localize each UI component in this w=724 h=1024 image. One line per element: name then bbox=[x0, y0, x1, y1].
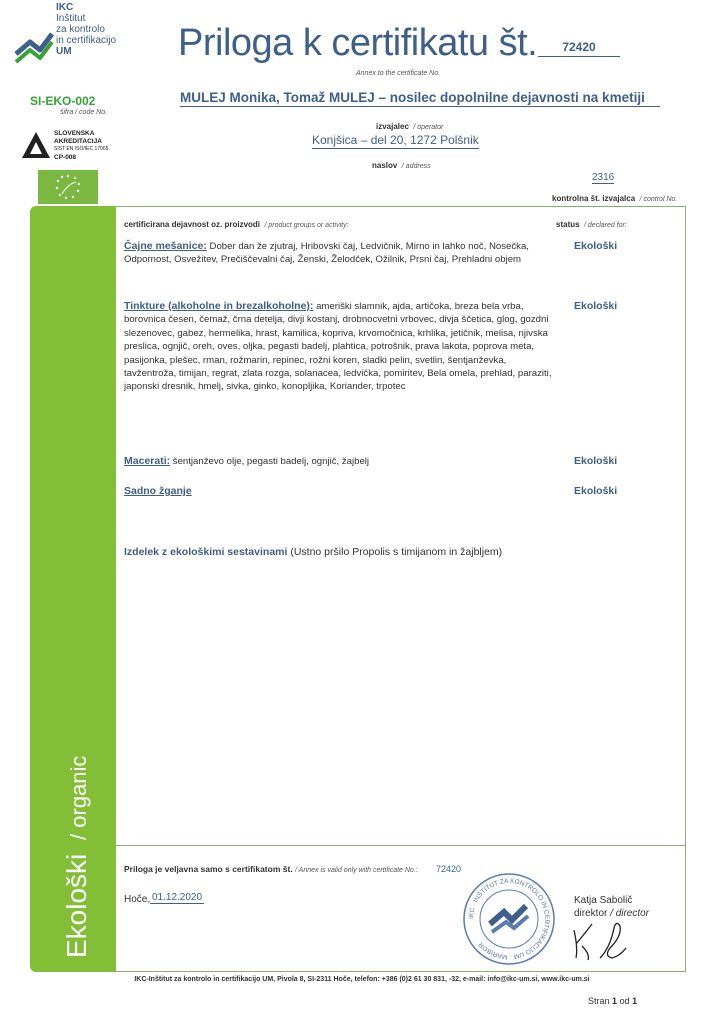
operator-label-en: / operator bbox=[413, 124, 444, 131]
stamp-text: IKC · INŠTITUT ZA KONTROLO IN CERTIFIKACIJO UM · MARIBOR bbox=[467, 877, 551, 961]
code-number: SI-EKO-002 bbox=[30, 94, 96, 108]
institute-stamp-icon bbox=[462, 872, 556, 966]
validity-note-en: / Annex is valid only with certificate No.: bbox=[295, 867, 418, 874]
product-status: Ekološki bbox=[574, 455, 618, 467]
control-label-en: / control No. bbox=[639, 196, 678, 203]
status-header bbox=[556, 214, 627, 232]
product-category: Macerati: bbox=[124, 455, 171, 467]
document-title: Priloga k certifikatu št. bbox=[178, 22, 538, 64]
organic-sidebar-label bbox=[58, 700, 98, 960]
operator-name: MULEJ Monika, Tomaž MULEJ – nosilec dopolnilne dejavnosti na kmetiji bbox=[180, 90, 660, 107]
product-category: Sadno žganje bbox=[124, 485, 192, 497]
code-label: šifra / code No. bbox=[60, 109, 108, 116]
address-label-en: / address bbox=[401, 163, 431, 170]
logo-line: IKC bbox=[56, 2, 74, 13]
accreditation-icon bbox=[22, 132, 50, 158]
sidebar-label-si: Ekološki bbox=[61, 853, 92, 958]
products-header-si: certificirana dejavnost oz. proizvodi bbox=[124, 220, 261, 229]
control-label-si: kontrolna št. izvajalca bbox=[552, 194, 636, 203]
sidebar-label-en: / organic bbox=[66, 755, 91, 840]
product-entry bbox=[124, 485, 556, 498]
validity-cert-number: 72420 bbox=[436, 864, 462, 874]
accreditation-line: CP-008 bbox=[54, 153, 77, 161]
extra-product bbox=[124, 546, 502, 558]
eu-organic-leaf-icon bbox=[38, 170, 98, 204]
status-header-si: status bbox=[556, 220, 580, 229]
extra-product-value: (Ustno pršilo Propolis s timijanom in žajbljem) bbox=[290, 546, 503, 558]
address-label bbox=[372, 155, 431, 173]
product-entry bbox=[124, 240, 556, 267]
signature-icon bbox=[570, 918, 630, 964]
product-entry bbox=[124, 300, 556, 394]
accreditation-line: SLOVENSKA bbox=[54, 130, 95, 137]
status-header-en: / declared for: bbox=[584, 222, 627, 229]
address-label-si: naslov bbox=[372, 161, 398, 170]
validity-note bbox=[124, 864, 418, 874]
signer-role-en: / director bbox=[610, 908, 650, 919]
accreditation-line: AKREDITACIJA bbox=[54, 137, 102, 145]
operator-label bbox=[376, 116, 443, 134]
page-total: 1 bbox=[632, 996, 638, 1006]
operator-address: Konjšica – del 20, 1272 Polšnik bbox=[312, 133, 479, 147]
operator-label-si: izvajalec bbox=[376, 122, 409, 131]
footer-contact: IKC-Inštitut za kontrolo in certifikacijo UM, Pivola 8, SI-2311 Hoče, telefon: +386 (0)2 61 30 831, -32, e-mail: info@ikc-um.si, www.ikc-um.si bbox=[134, 976, 590, 983]
product-status: Ekološki bbox=[574, 240, 618, 252]
certificate-number: 72420 bbox=[538, 40, 620, 57]
page-indicator bbox=[588, 996, 637, 1006]
products-header-en: / product groups or activity: bbox=[264, 222, 349, 229]
accreditation-line: SIST EN ISO/IEC 17065 bbox=[54, 146, 109, 152]
page-current: 1 bbox=[612, 996, 618, 1006]
product-status: Ekološki bbox=[574, 300, 618, 312]
product-category: Čajne mešanice: bbox=[124, 240, 207, 252]
product-status: Ekološki bbox=[574, 485, 618, 497]
svg-text:Ekološki / organic bbox=[61, 756, 92, 958]
control-number: 2316 bbox=[592, 172, 615, 183]
product-entry bbox=[124, 455, 556, 468]
product-category: Tinkture (alkoholne in brezalkoholne): bbox=[124, 300, 314, 312]
page-sep: od bbox=[619, 996, 630, 1006]
signer-role: direktor bbox=[574, 908, 608, 919]
logo-line: Inštitut bbox=[56, 13, 86, 24]
product-items: ameriški slamnik, ajda, artičoka, breza bela vrba, borovnica česen, čemaž, črna detelja, divji kostanj, drobnocvetni vrbovec, divja ščetica, glog, gozdni slezenovec, gabez, hermelika, hrast, kamilica, kopriva, krvomočnica, krhlika, jetičnik, melisa, njivska preslica, ognjič, oreh, oves, oljka, pegasti badelj, plahtica, potrošnik, prava lakota, poprova meta, pasijonka, plešec, rman, rožmarin, repinec, rožni koren, sladki pelin, svetlin, šentjanževka, tavžentroža, timijan, regrat, zlata rozga, solanacea, ledvička, pomiritev, Bela omela, prehlad, paraziti, japonski dresnik, hmelj, sivka, ginko, konopljika, Koriander, trpotec bbox=[124, 301, 552, 393]
logo-line: UM bbox=[56, 46, 72, 57]
logo-line: za kontrolo bbox=[56, 24, 105, 35]
signer bbox=[574, 894, 649, 920]
product-items: šentjanževo olje, pegasti badelj, ognjič, žajbelj bbox=[172, 456, 370, 467]
control-label bbox=[552, 188, 677, 206]
sign-date: 01.12.2020 bbox=[152, 892, 203, 903]
validity-note-si: Priloga je veljavna samo s certifikatom št. bbox=[124, 864, 293, 874]
ikc-logo-text bbox=[56, 2, 116, 57]
signer-name: Katja Sabolič bbox=[574, 895, 633, 906]
sign-place: Hoče, bbox=[124, 894, 151, 905]
extra-product-label: Izdelek z ekološkimi sestavinami bbox=[124, 546, 288, 558]
accreditation-mark bbox=[22, 130, 132, 160]
annex-subtitle: Annex to the certificate No. bbox=[356, 70, 441, 77]
products-header bbox=[124, 214, 349, 232]
product-items: Dober dan že zjutraj, Hribovski čaj, Ledvičnik, Mirno in lahko noč, Nosečka, Odpornost, Osvežitev, Prečiščevalni čaj, Ženski, Želodček, Ožilnik, Prsni čaj, Prehladni objem bbox=[124, 241, 529, 266]
logo-line: in certifikacijo bbox=[56, 35, 117, 46]
page-prefix: Stran bbox=[588, 996, 610, 1006]
